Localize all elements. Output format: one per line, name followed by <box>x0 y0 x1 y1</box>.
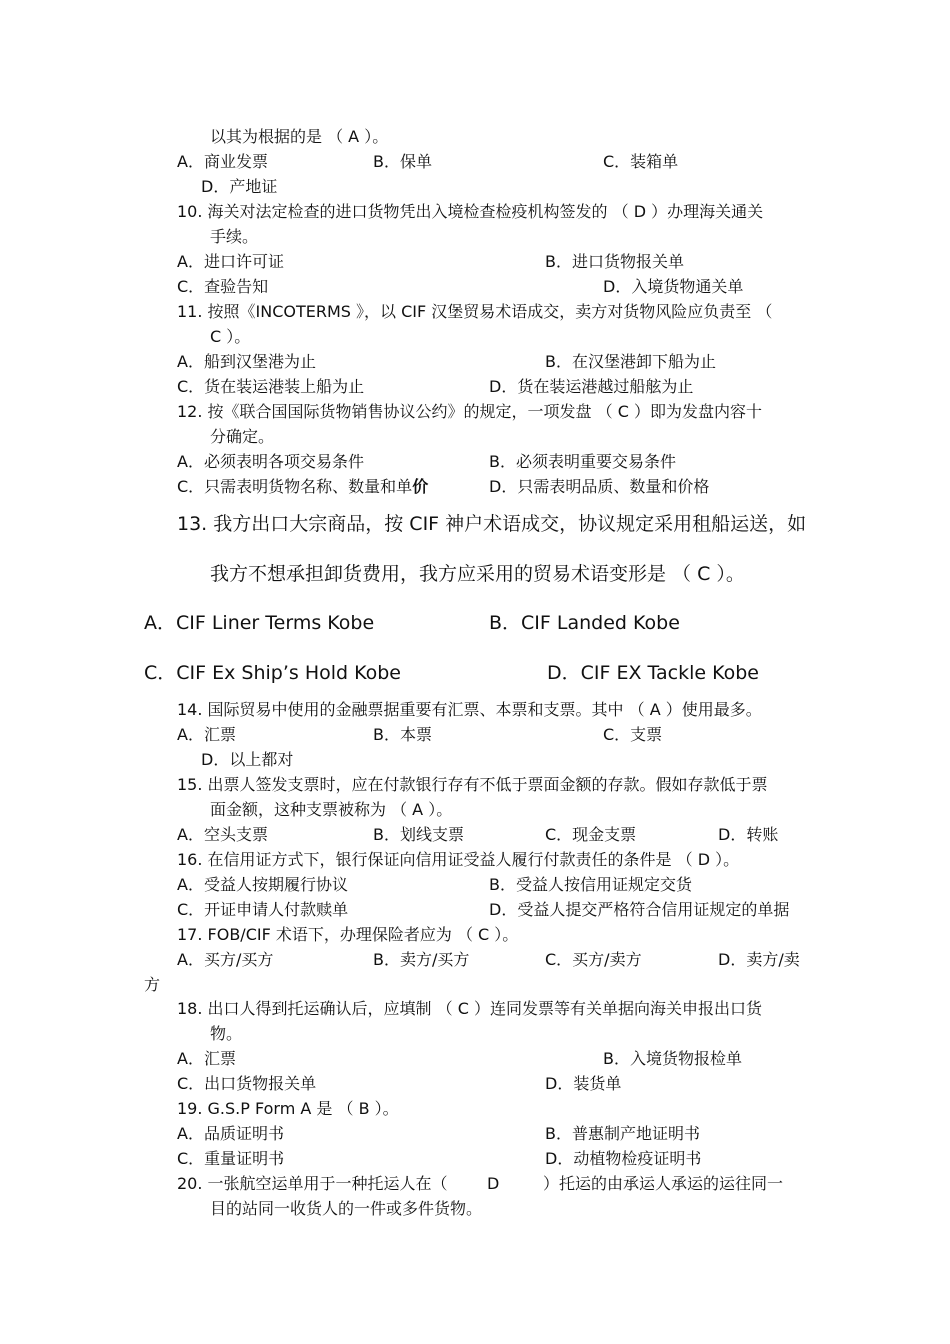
option-b: B．必须表明重要交易条件 <box>489 452 676 471</box>
option-d: D．货在装运港越过船舷为止 <box>489 377 694 396</box>
question-13: 13. 我方出口大宗商品，按 CIF 神户术语成交，协议规定采用租船运送，如 <box>177 513 807 535</box>
question-text: 以其为根据的是 （ A ）。 <box>210 127 389 146</box>
question-18: 18. 出口人得到托运确认后，应填制 （ C ）连同发票等有关单据向海关申报出口货 <box>177 999 762 1018</box>
question-text: 物。 <box>210 1024 243 1043</box>
option-a: A．船到汉堡港为止 <box>177 352 316 371</box>
option-a: A．必须表明各项交易条件 <box>177 452 364 471</box>
question-text: 手续。 <box>210 227 259 246</box>
option-a: A．商业发票 <box>177 152 268 171</box>
option-d: D．只需表明品质、数量和价格 <box>489 477 710 496</box>
option-d: D．转账 <box>718 825 779 844</box>
option-a: A．进口许可证 <box>177 252 284 271</box>
option-d: D．产地证 <box>201 177 278 196</box>
option-b: B．划线支票 <box>373 825 464 844</box>
option-c: C．买方/卖方 <box>545 950 642 969</box>
option-a: A．买方/买方 <box>177 950 274 969</box>
option-d: D．动植物检疫证明书 <box>545 1149 702 1168</box>
question-20: 20. 一张航空运单用于一种托运人在（ <box>177 1174 448 1193</box>
option-b: B．进口货物报关单 <box>545 252 684 271</box>
option-c: C．CIF Ex Ship’s Hold Kobe <box>144 662 401 684</box>
question-text: 目的站同一收货人的一件或多件货物。 <box>210 1199 483 1218</box>
option-c: C．支票 <box>603 725 663 744</box>
question-19: 19. G.S.P Form A 是 （ B ）。 <box>177 1099 399 1118</box>
option-c <box>177 476 428 498</box>
question-11: 11. 按照《INCOTERMS 》，以 CIF 汉堡贸易术语成交，卖方对货物风险应负责至 （ <box>177 302 773 321</box>
option-a: A．汇票 <box>177 725 236 744</box>
question-text: C ）。 <box>210 327 251 346</box>
option-b: B．保单 <box>373 152 432 171</box>
option-d: D．入境货物通关单 <box>603 277 744 296</box>
option-b: B．卖方/买方 <box>373 950 470 969</box>
question-17: 17. FOB/CIF 术语下，办理保险者应为 （ C ）。 <box>177 925 519 944</box>
question-12: 12. 按《联合国国际货物销售协议公约》的规定，一项发盘 （ C ）即为发盘内容十 <box>177 402 762 421</box>
option-b: B．入境货物报检单 <box>603 1049 742 1068</box>
option-d: D．装货单 <box>545 1074 622 1093</box>
option-d: D．受益人提交严格符合信用证规定的单据 <box>489 900 790 919</box>
option-c-bold-char: 价 <box>412 477 429 496</box>
question-text: 面金额，这种支票被称为 （ A ）。 <box>210 800 453 819</box>
question-text: ）托运的由承运人承运的运往同一 <box>543 1174 784 1193</box>
option-c: C．重量证明书 <box>177 1149 285 1168</box>
option-b: B．在汉堡港卸下船为止 <box>545 352 716 371</box>
option-c: C．现金支票 <box>545 825 637 844</box>
question-text: 分确定。 <box>210 427 275 446</box>
option-b: B．普惠制产地证明书 <box>545 1124 700 1143</box>
option-a: A．CIF Liner Terms Kobe <box>144 612 375 634</box>
option-c-text: C．只需表明货物名称、数量和单 <box>177 477 413 496</box>
option-c: C．开证申请人付款赎单 <box>177 900 349 919</box>
option-c: C．装箱单 <box>603 152 679 171</box>
option-d: D．以上都对 <box>201 750 294 769</box>
option-d-wrap: 方 <box>144 975 161 994</box>
question-16: 16. 在信用证方式下，银行保证向信用证受益人履行付款责任的条件是 （ D ）。 <box>177 850 740 869</box>
option-a: A．受益人按期履行协议 <box>177 875 348 894</box>
option-d: D．CIF EX Tackle Kobe <box>547 662 759 684</box>
question-14: 14. 国际贸易中使用的金融票据重要有汇票、本票和支票。其中 （ A ）使用最多。 <box>177 700 762 719</box>
answer-letter: D <box>487 1174 500 1193</box>
option-b: B．受益人按信用证规定交货 <box>489 875 692 894</box>
option-d: D．卖方/卖 <box>718 950 800 969</box>
option-a: A．品质证明书 <box>177 1124 284 1143</box>
option-c: C．查验告知 <box>177 277 269 296</box>
option-c: C．货在装运港装上船为止 <box>177 377 365 396</box>
option-b: B．本票 <box>373 725 432 744</box>
option-a: A．空头支票 <box>177 825 268 844</box>
question-text: 我方不想承担卸货费用，我方应采用的贸易术语变形是 （ C ）。 <box>210 563 745 585</box>
option-a: A．汇票 <box>177 1049 236 1068</box>
option-b: B．CIF Landed Kobe <box>489 612 680 634</box>
question-15: 15. 出票人签发支票时，应在付款银行存有不低于票面金额的存款。假如存款低于票 <box>177 775 768 794</box>
option-c: C．出口货物报关单 <box>177 1074 317 1093</box>
question-10: 10. 海关对法定检查的进口货物凭出入境检查检疫机构签发的 （ D ）办理海关通关 <box>177 202 764 221</box>
